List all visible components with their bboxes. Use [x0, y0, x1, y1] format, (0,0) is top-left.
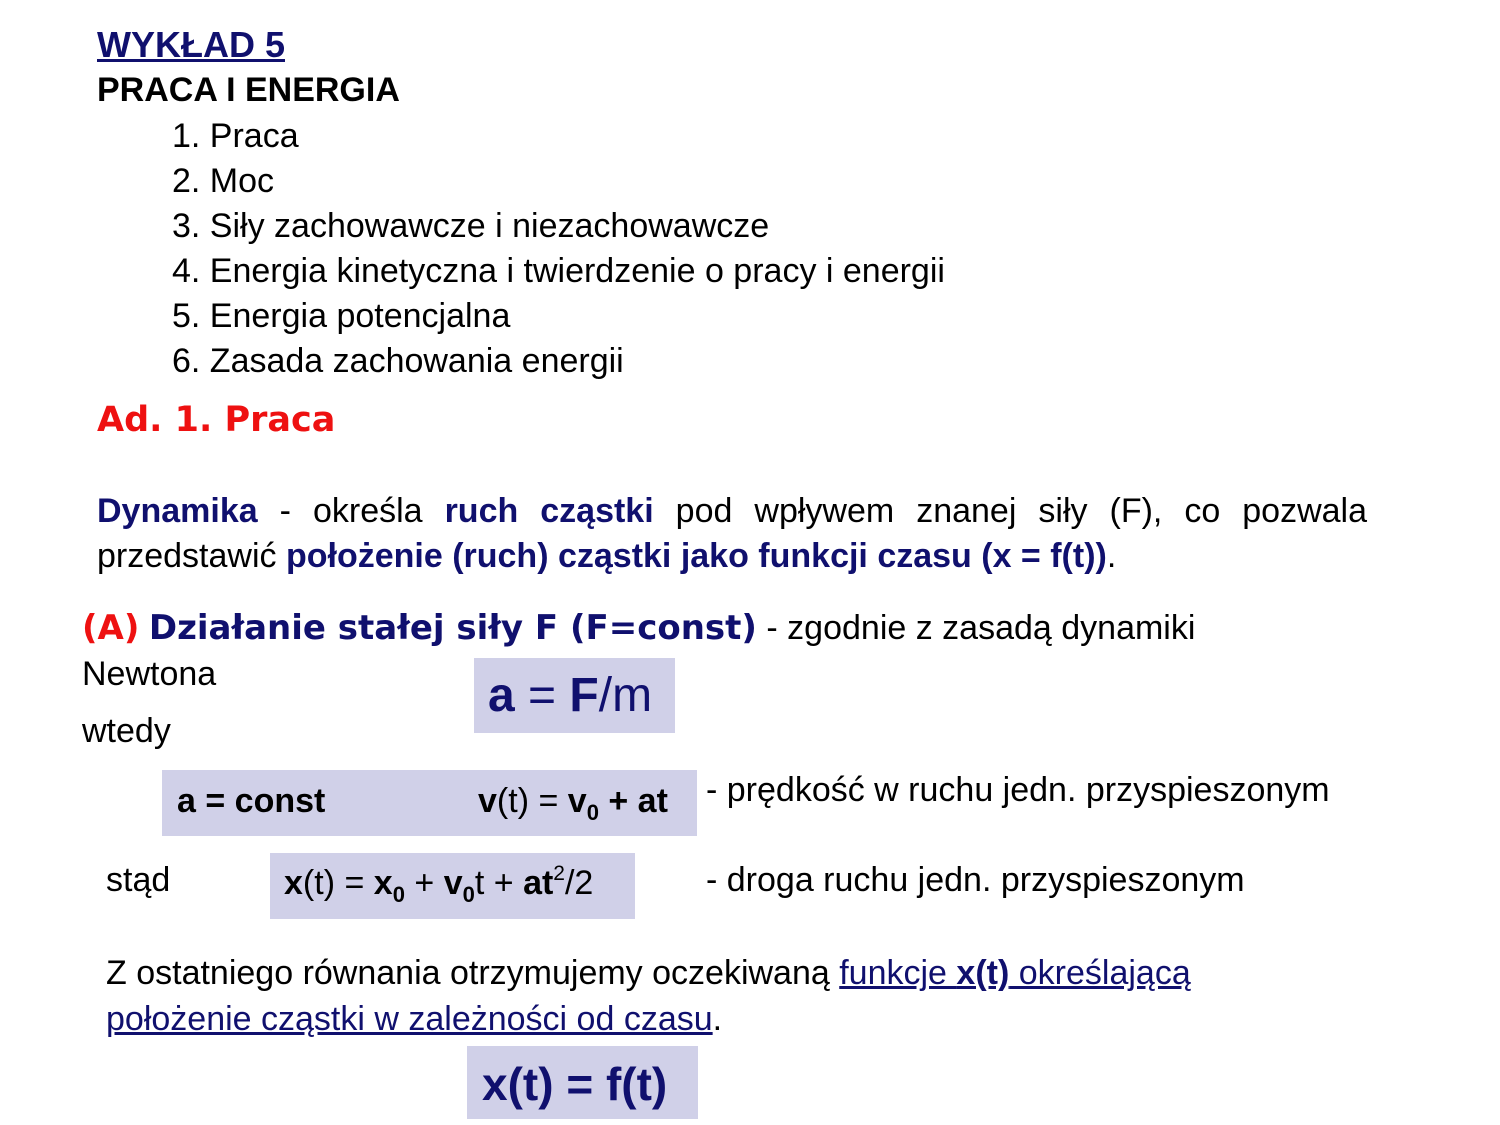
formula-text: /2 [564, 864, 594, 902]
conclusion-link[interactable] [839, 954, 1191, 992]
part-a-heading [82, 608, 1195, 648]
conclusion-link-text[interactable]: określającą [1009, 954, 1191, 992]
dynamics-text: pod wpływem znanej siły (F), co pozwala przedstawić [97, 492, 1368, 575]
formula-text: + [404, 864, 444, 902]
position-description: - droga ruchu jedn. przyspieszonym [706, 861, 1245, 899]
formula-symbol: v [443, 864, 463, 902]
dynamics-term: Dynamika [97, 492, 258, 530]
table-of-contents [172, 116, 945, 386]
dynamics-highlight: ruch cząstki [444, 492, 654, 530]
formula-symbol: v [567, 782, 587, 820]
formula-text: (t) = [496, 782, 568, 820]
dynamics-highlight: położenie (ruch) cząstki jako funkcji czasu (x = f(t)) [285, 537, 1107, 575]
formula-symbol: a [488, 669, 515, 722]
dynamics-paragraph [97, 489, 1367, 579]
section-heading: Ad. 1. Praca [97, 400, 336, 440]
position-formula [284, 862, 594, 907]
formula-text: + at [598, 782, 668, 820]
part-a-label: (A) [82, 608, 140, 648]
hence-label: stąd [106, 861, 171, 899]
part-a-text: - zgodnie z zasadą dynamiki [756, 609, 1196, 647]
toc-item: 4. Energia kinetyczna i twierdzenie o pracy i energii [172, 252, 945, 290]
formula-text: (t) = [302, 864, 374, 902]
formula-text: = [514, 669, 570, 722]
part-a-then: wtedy [82, 712, 171, 750]
formula-subscript: 0 [586, 800, 599, 825]
formula-symbol: x [373, 864, 393, 902]
part-a-newton: Newtona [82, 655, 217, 693]
newton-formula [488, 668, 652, 723]
toc-item: 5. Energia potencjalna [172, 297, 511, 335]
formula-subscript: 0 [462, 882, 475, 907]
formula-symbol: v [478, 782, 497, 820]
conclusion-link[interactable]: położenie cząstki w zależności od czasu [106, 1000, 713, 1038]
lecture-title: WYKŁAD 5 [97, 24, 285, 65]
formula-symbol: x [284, 864, 303, 902]
toc-item: 2. Moc [172, 162, 275, 200]
formula-symbol: F [569, 669, 599, 722]
dynamics-text: . [1106, 537, 1117, 575]
toc-item: 6. Zasada zachowania energii [172, 342, 624, 380]
toc-item: 3. Siły zachowawcze i niezachowawcze [172, 207, 770, 245]
part-a-title: Działanie stałej siły F (F=const) [148, 608, 757, 648]
velocity-formula [478, 782, 668, 825]
conclusion-text: . [712, 1000, 723, 1038]
formula-text: a = const [177, 782, 326, 820]
toc-item: 1. Praca [172, 117, 299, 155]
conclusion-paragraph [106, 950, 1191, 1042]
formula-symbol: at [523, 864, 554, 902]
conclusion-link-text[interactable]: funkcje [839, 954, 957, 992]
velocity-description: - prędkość w ruchu jedn. przyspieszonym [706, 771, 1330, 809]
lecture-subtitle: PRACA I ENERGIA [97, 71, 400, 109]
formula-text: /m [598, 669, 653, 722]
conclusion-link-text[interactable]: x(t) [956, 954, 1010, 992]
conclusion-text: Z ostatniego równania otrzymujemy oczekiwaną [106, 954, 840, 992]
formula-superscript: 2 [553, 862, 565, 885]
final-formula: x(t) = f(t) [482, 1058, 668, 1110]
a-const-formula [177, 782, 325, 821]
formula-subscript: 0 [392, 882, 405, 907]
formula-text: t + [474, 864, 524, 902]
dynamics-text: - określa [257, 492, 445, 530]
